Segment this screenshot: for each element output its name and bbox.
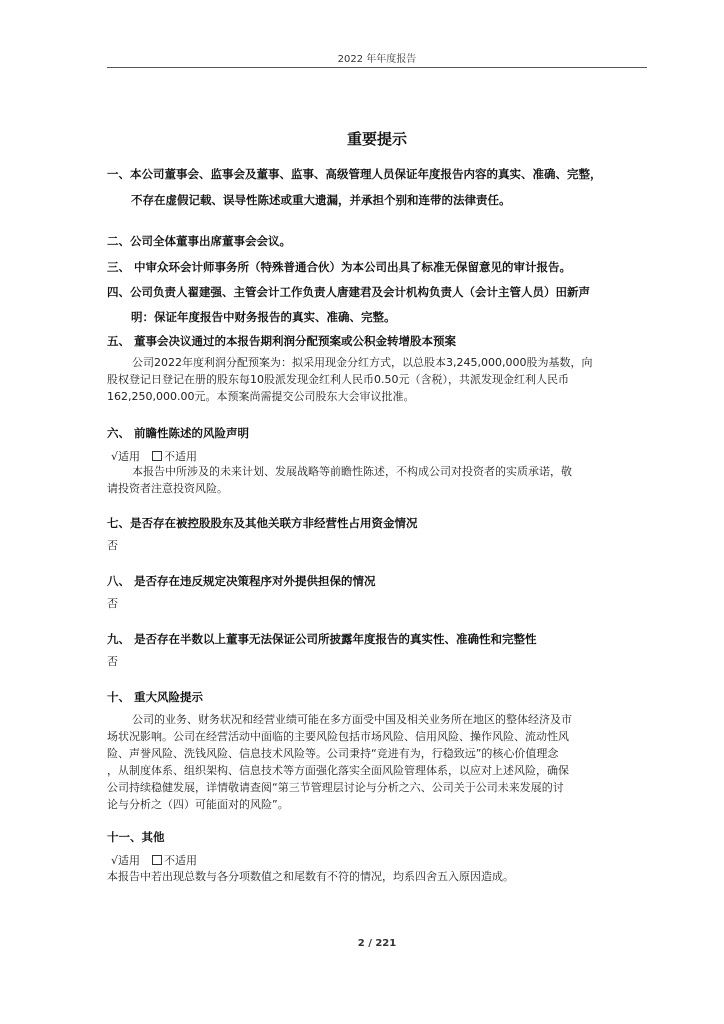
section-6-body-line-1: 本报告中所涉及的未来计划、发展战略等前瞻性陈述，不构成公司对投资者的实质承诺，敬 <box>132 465 572 478</box>
applicable-checkmark: √适用 <box>111 450 141 463</box>
applicable-checkmark: √适用 <box>111 854 141 867</box>
section-5-heading: 五、 董事会决议通过的本报告期利润分配预案或公积金转增股本预案 <box>107 334 456 348</box>
section-3: 三、 中审众环会计师事务所（特殊普通合伙）为本公司出具了标准无保留意见的审计报告。 <box>107 260 571 274</box>
section-2: 二、公司全体董事出席董事会会议。 <box>107 234 291 248</box>
not-applicable-label: 不适用 <box>164 450 198 463</box>
section-10-body-line-4: ，从制度体系、组织架构、信息技术等方面强化落实全面风险管理体系，以应对上述风险，确保 <box>107 764 569 777</box>
section-8-heading: 八、 是否存在违反规定决策程序对外提供担保的情况 <box>107 574 376 588</box>
section-10-body-line-5: 公司持续稳健发展，详情敬请查阅“第三节管理层讨论与分析之六、公司关于公司未来发展的讨 <box>107 781 564 794</box>
header-divider <box>107 67 647 68</box>
section-5-body-line-3: 162,250,000.00元。本预案尚需提交公司股东大会审议批准。 <box>107 390 415 403</box>
checkbox-icon <box>152 451 162 461</box>
section-7-answer: 否 <box>107 539 118 552</box>
section-9-answer: 否 <box>107 655 118 668</box>
running-header: 2022 年年度报告 <box>337 54 417 65</box>
section-5-body-line-2: 股权登记日登记在册的股东每10股派发现金红利人民币0.50元（含税），共派发现金红利人民币 <box>107 373 569 386</box>
section-4-line-2: 明：保证年度报告中财务报告的真实、准确、完整。 <box>131 310 396 324</box>
section-11-body: 本报告中若出现总数与各分项数值之和尾数有不符的情况，均系四舍五入原因造成。 <box>107 870 514 883</box>
section-11-heading: 十一、其他 <box>107 830 165 844</box>
section-9-heading: 九、 是否存在半数以上董事无法保证公司所披露年度报告的真实性、准确性和完整性 <box>107 632 537 646</box>
section-10-body-line-6: 论与分析之（四）可能面对的风险”。 <box>107 798 289 811</box>
section-11-applicability <box>111 852 197 868</box>
section-8-answer: 否 <box>107 597 118 610</box>
section-6-body-line-2: 请投资者注意投资风险。 <box>107 482 228 495</box>
section-4-line-1: 四、公司负责人翟建强、主管会计工作负责人唐建君及会计机构负责人（会计主管人员）田新声 <box>107 285 590 299</box>
section-10-body-line-2: 场状况影响。公司在经营活动中面临的主要风险包括市场风险、信用风险、操作风险、流动性风 <box>107 730 569 743</box>
page-number: 2 / 221 <box>357 938 397 949</box>
page-title: 重要提示 <box>346 130 407 148</box>
checkbox-icon <box>152 855 162 865</box>
section-6-heading: 六、 前瞻性陈述的风险声明 <box>107 426 250 440</box>
section-6-applicability <box>111 448 197 464</box>
section-5-body-line-1: 公司2022年度利润分配预案为：拟采用现金分红方式，以总股本3,245,000,000股为基数，向 <box>132 356 593 369</box>
section-10-body-line-3: 险、声誉风险、洗钱风险、信息技术风险等。公司秉持“竞进有为，行稳致远”的核心价值理念 <box>107 747 559 760</box>
section-10-body-line-1: 公司的业务、财务状况和经营业绩可能在多方面受中国及相关业务所在地区的整体经济及市 <box>132 713 572 726</box>
section-7-heading: 七、是否存在被控股股东及其他关联方非经营性占用资金情况 <box>107 516 418 530</box>
section-1-line-2: 不存在虚假记载、误导性陈述或重大遗漏，并承担个别和连带的法律责任。 <box>131 193 511 207</box>
section-1-line-1: 一、本公司董事会、监事会及董事、监事、高级管理人员保证年度报告内容的真实、准确、完整， <box>107 167 602 181</box>
not-applicable-label: 不适用 <box>164 854 198 867</box>
section-10-heading: 十、 重大风险提示 <box>107 690 204 704</box>
